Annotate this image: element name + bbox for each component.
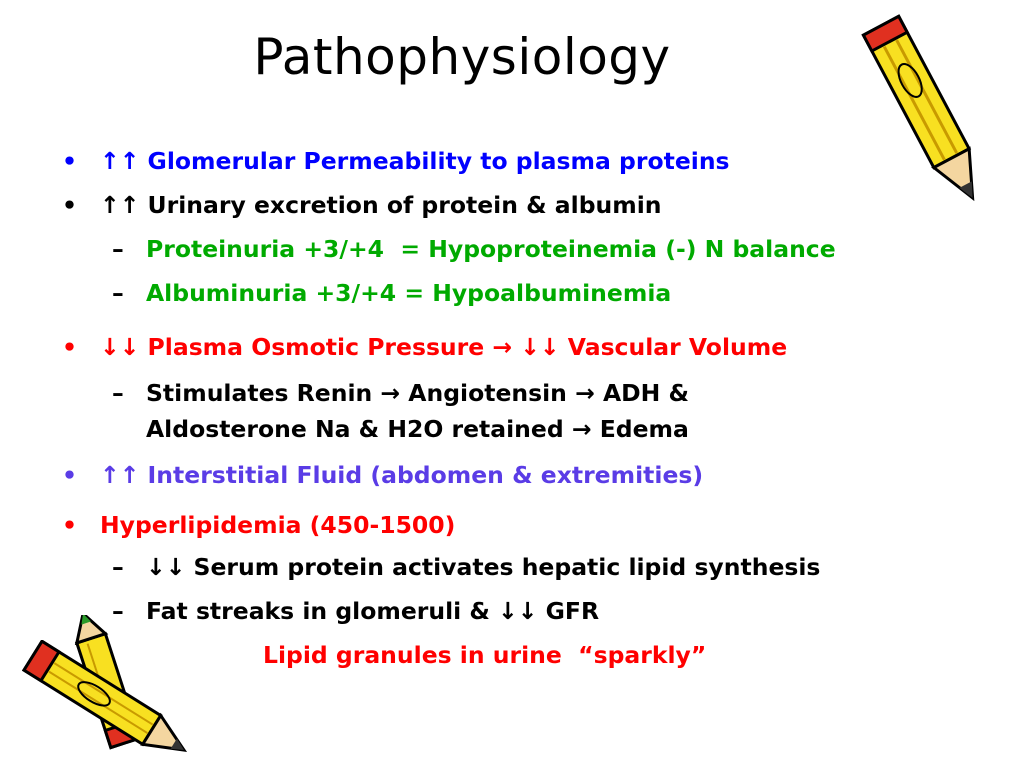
bullet-marker: • [62, 147, 78, 175]
bullet-text: Fat streaks in glomeruli & ↓↓ GFR [146, 597, 600, 625]
dash-marker: – [112, 235, 124, 263]
bullet-marker: • [62, 191, 78, 219]
bullet-text: Albuminuria +3/+4 = Hypoalbuminemia [146, 279, 672, 307]
bullet-text: Aldosterone Na & H2O retained → Edema [146, 415, 689, 443]
pencil-icon [2, 640, 202, 760]
dash-marker: – [112, 379, 124, 407]
bullet-text: ↓↓ Serum protein activates hepatic lipid synthesis [146, 553, 821, 581]
slide-title: Pathophysiology [253, 28, 671, 86]
bullet-marker: • [62, 333, 78, 361]
bullet-text: ↑↑ Glomerular Permeability to plasma proteins [100, 147, 730, 175]
pencil-icon [858, 4, 998, 224]
dash-marker: – [112, 597, 124, 625]
bullet-text: Hyperlipidemia (450-1500) [100, 511, 456, 539]
bullet-text: Proteinuria +3/+4 = Hypoproteinemia (-) N balance [146, 235, 836, 263]
bullet-text: Lipid granules in urine “sparkly” [263, 641, 707, 669]
bullet-marker: • [62, 511, 78, 539]
bullet-text: ↑↑ Urinary excretion of protein & albumin [100, 191, 662, 219]
dash-marker: – [112, 279, 124, 307]
bullet-marker: • [62, 461, 78, 489]
dash-marker: – [112, 553, 124, 581]
bullet-text: ↓↓ Plasma Osmotic Pressure → ↓↓ Vascular Volume [100, 333, 788, 361]
bullet-text: Stimulates Renin → Angiotensin → ADH & [146, 379, 689, 407]
bullet-text: ↑↑ Interstitial Fluid (abdomen & extremities) [100, 461, 704, 489]
